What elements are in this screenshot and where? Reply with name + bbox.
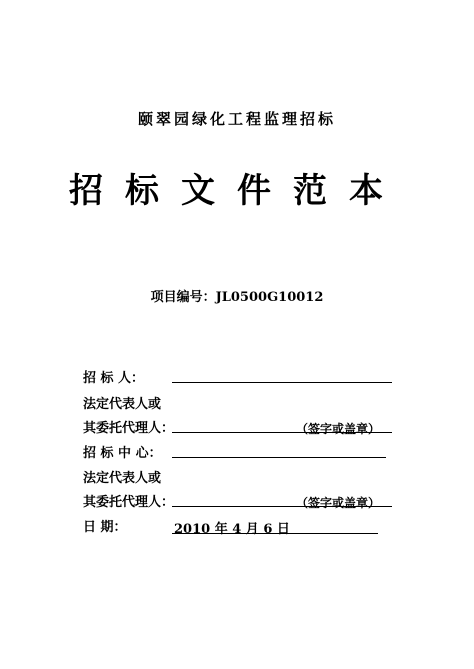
- sign-note-1: （签字或盖章）: [296, 422, 381, 436]
- agent-label-2: 其委托代理人：: [83, 495, 175, 510]
- agent-label-1: 其委托代理人：: [83, 421, 175, 436]
- project-number: 项目编号：JL0500G10012: [150, 290, 324, 305]
- tenderer-label: 招 标 人：: [83, 371, 145, 386]
- sign-note-2: （签字或盖章）: [296, 496, 381, 510]
- legal-rep-label-2: 法定代表人或: [83, 471, 162, 486]
- date-value: 2010 年 4 月 6 日: [174, 522, 290, 537]
- document-title: 招标文件范本: [69, 171, 405, 211]
- center-label: 招 标 中 心：: [83, 446, 162, 461]
- center-line: [172, 443, 386, 458]
- legal-rep-label-1: 法定代表人或: [83, 397, 162, 412]
- date-label: 日 期：: [83, 520, 127, 535]
- document-subtitle: 颐翠园绿化工程监理招标: [137, 110, 336, 128]
- tenderer-line: [172, 368, 392, 383]
